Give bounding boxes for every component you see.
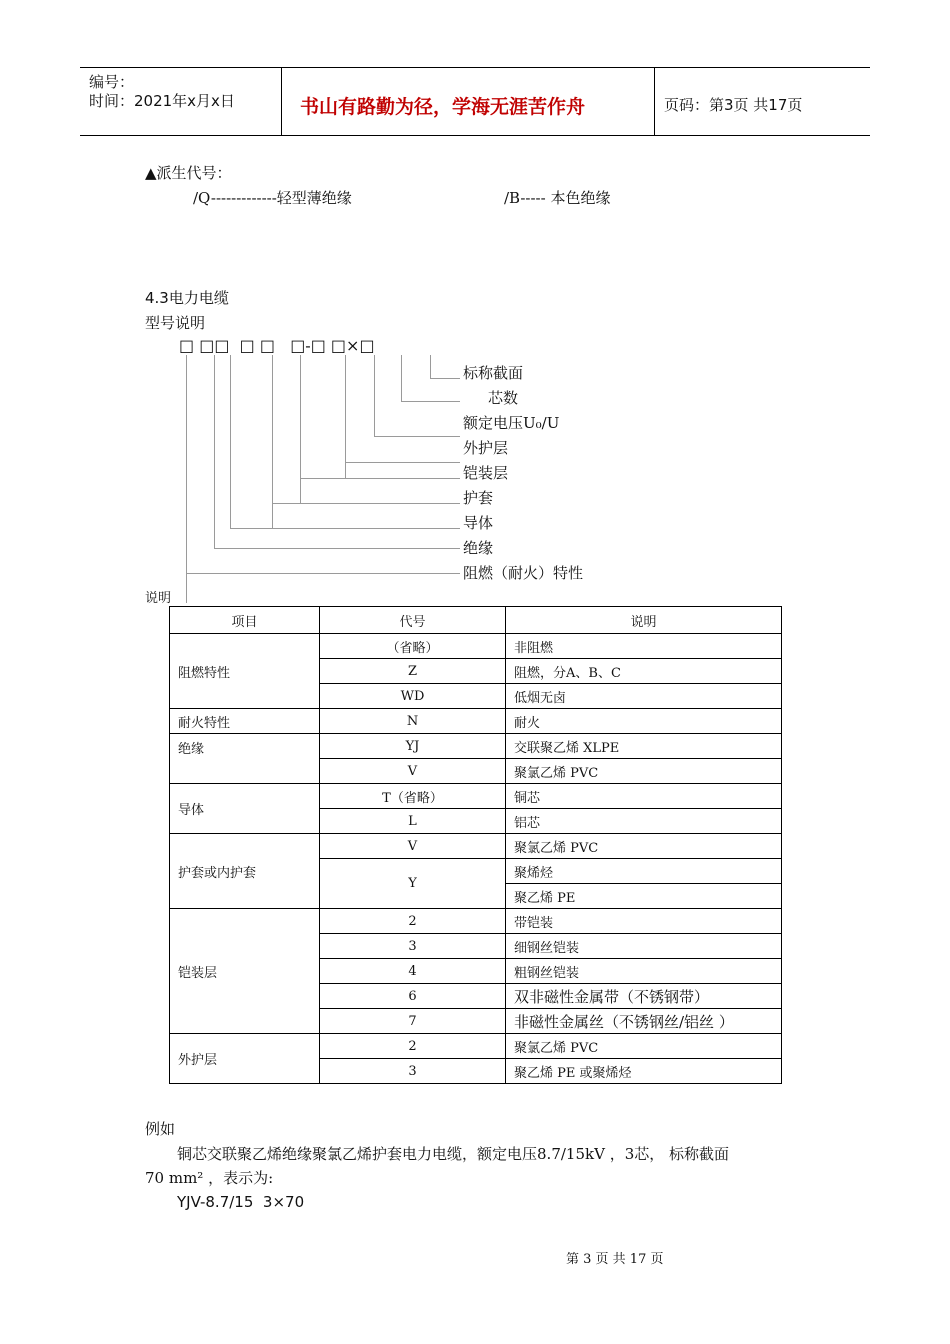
header-page-label: 页码：第3页 共17页 [664,96,803,114]
table-item-cell: 阻燃特性 [170,634,320,709]
table-desc-cell: 细钢丝铠装 [506,934,782,959]
explain-label: 说明 [145,591,172,606]
table-header-cell: 说明 [506,607,782,634]
lead-line [186,573,187,603]
example-title: 例如 [145,1120,176,1138]
table-desc-cell: 双非磁性金属带（不锈钢带） [506,984,782,1009]
table-code-cell: 3 [320,1059,506,1084]
table-code-cell: N [320,709,506,734]
footer-page-number: 第 3 页 共 17 页 [566,1252,664,1267]
table-code-cell: L [320,809,506,834]
header-code-label: 编号： [89,73,135,91]
table-code-cell: Z [320,659,506,684]
header-divider-right [654,67,655,136]
lead-line [214,355,215,549]
table-row [170,909,782,934]
table-code-cell: YJ [320,734,506,759]
table-item-cell: 耐火特性 [170,709,320,734]
example-line-1: 铜芯交联聚乙烯绝缘聚氯乙烯护套电力电缆，额定电压8.7/15kV ，3芯， 标称截面 [177,1145,730,1163]
table-header-cell: 代号 [320,607,506,634]
diagram-label-flame-retardant: 阻燃（耐火）特性 [463,564,584,582]
lead-line [401,401,460,402]
table-row [170,634,782,659]
lead-line [374,355,375,437]
header-top-rule [80,67,870,68]
section-subheading: 型号说明 [145,314,206,332]
lead-line [230,355,231,529]
table-item-cell: 导体 [170,784,320,834]
cable-code-table [169,606,782,1084]
table-desc-cell: 低烟无卤 [506,684,782,709]
table-desc-cell: 铝芯 [506,809,782,834]
table-code-cell: T（省略） [320,784,506,809]
table-desc-cell: 非磁性金属丝（不锈钢丝/铝丝 ） [506,1009,782,1034]
table-desc-cell: 聚氯乙烯 PVC [506,1034,782,1059]
table-code-cell: 7 [320,1009,506,1034]
table-code-cell: 2 [320,1034,506,1059]
lead-line [401,355,402,402]
lead-line [430,355,431,379]
diagram-label-cross-section: 标称截面 [463,364,524,382]
table-code-cell: 3 [320,934,506,959]
diagram-label-sheath: 护套 [463,489,494,507]
derivative-q-code: /Q-------------轻型薄绝缘 [193,189,352,207]
table-desc-cell: 非阻燃 [506,634,782,659]
table-header-row [170,607,782,634]
table-code-cell: 6 [320,984,506,1009]
derivative-b-code: /B----- 本色绝缘 [504,189,611,207]
lead-line [272,503,460,504]
example-line-2: 70 mm² ，表示为: [145,1169,274,1187]
table-code-cell: （省略） [320,634,506,659]
header-motto: 书山有路勤为径，学海无涯苦作舟 [300,96,586,118]
table-code-cell: Y [320,859,506,909]
table-row [170,784,782,809]
table-code-cell: 2 [320,909,506,934]
table-item-cell: 护套或内护套 [170,834,320,909]
diagram-label-cores: 芯数 [488,389,519,407]
diagram-label-insulation: 绝缘 [463,539,494,557]
table-item-cell: 铠装层 [170,909,320,1034]
table-desc-cell: 带铠装 [506,909,782,934]
table-desc-cell: 耐火 [506,709,782,734]
table-desc-cell: 交联聚乙烯 XLPE [506,734,782,759]
table-desc-cell: 聚氯乙烯 PVC [506,834,782,859]
diagram-label-armour: 铠装层 [463,464,509,482]
table-desc-cell: 聚氯乙烯 PVC [506,759,782,784]
table-code-cell: WD [320,684,506,709]
table-desc-cell: 阻燃，分A、B、C [506,659,782,684]
diagram-label-outer-sheath: 外护层 [463,439,509,457]
diagram-label-rated-voltage: 额定电压U₀/U [463,414,560,432]
table-desc-cell: 聚烯烃 [506,859,782,884]
lead-line [345,355,346,479]
lead-line [345,462,460,463]
lead-line [300,478,460,479]
diagram-label-conductor: 导体 [463,514,494,532]
header-time-label: 时间：2021年x月x日 [89,92,235,110]
lead-line [300,355,301,504]
table-desc-cell: 聚乙烯 PE [506,884,782,909]
table-row [170,834,782,859]
lead-line [186,573,460,574]
lead-line [430,378,460,379]
lead-line [186,355,187,574]
lead-line [374,436,460,437]
table-desc-cell: 粗钢丝铠装 [506,959,782,984]
table-header-cell: 项目 [170,607,320,634]
header-bottom-rule [80,135,870,136]
table-code-cell: V [320,834,506,859]
derivative-title: ▲派生代号： [145,164,232,182]
table-row [170,1034,782,1059]
lead-line [230,528,460,529]
example-model: YJV-8.7/15 3×70 [177,1193,305,1211]
table-item-cell: 外护层 [170,1034,320,1084]
model-code-boxes: □ □□ □ □ □-□ □×□ [179,336,375,355]
table-code-cell: V [320,759,506,784]
table-desc-cell: 聚乙烯 PE 或聚烯烃 [506,1059,782,1084]
table-desc-cell: 铜芯 [506,784,782,809]
table-item-cell: 绝缘 [170,734,320,784]
lead-line [214,548,460,549]
table-row [170,734,782,759]
header-divider-left [281,67,282,136]
table-code-cell: 4 [320,959,506,984]
table-row [170,709,782,734]
section-heading: 4.3电力电缆 [145,289,229,307]
